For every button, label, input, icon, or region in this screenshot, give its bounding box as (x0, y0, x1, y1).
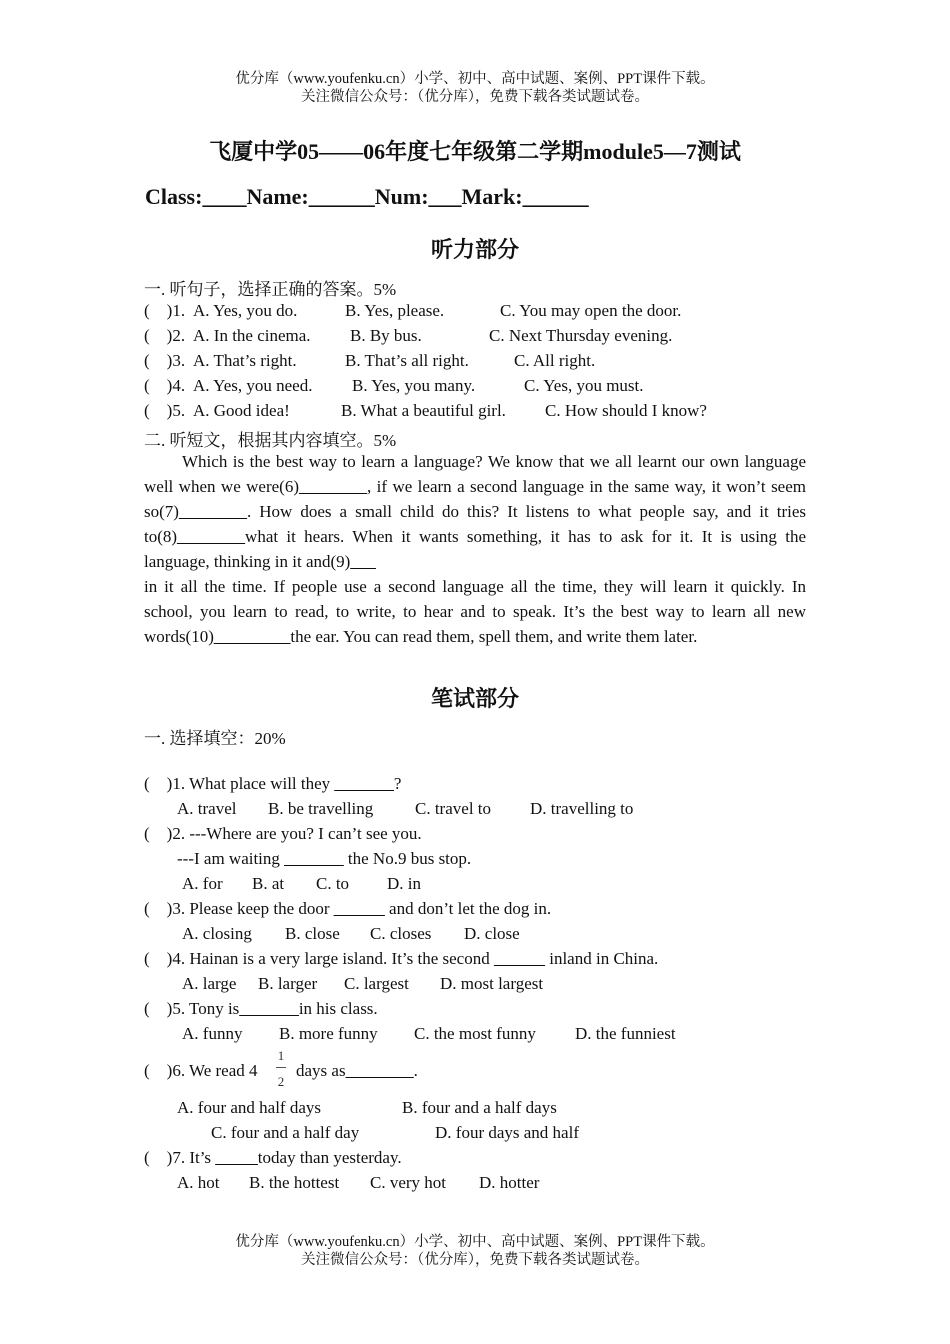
option-c: C. closes (370, 924, 432, 943)
option-d: D. hotter (479, 1173, 540, 1192)
listening-part1-title: 一. 听句子，选择正确的答案。5% (144, 280, 397, 299)
listening-passage: Which is the best way to learn a language? We know that we all learnt our own language well when we were(6)________, if we learn a second language in the same way, it won’t seem so(7)________. How does a small child do this? It listens to what people say, and it tries to(8)________what it hears. When it wants something, it has to ask for it. It is using the language, thinking in it and(9)___ in it all the time. If people use a second language all the time, they will learn it quickly. In school, you learn to read, to write, to hear and to speak. It’s the best way to learn all new words(10)_________the ear. You can read them, spell them, and write them later. (144, 452, 806, 646)
option-c: C. very hot (370, 1173, 447, 1192)
page-title: 飞厦中学05——06年度七年级第二学期module5—7测试 (209, 139, 741, 164)
fraction-numerator: 1 (277, 1048, 285, 1063)
answer-blank[interactable]: ________ (345, 1061, 414, 1080)
option-a: A. large (182, 974, 237, 993)
writing-heading: 笔试部分 (430, 686, 519, 711)
option-d: D. most largest (440, 974, 544, 993)
fraction-bar (276, 1067, 286, 1068)
blank-10[interactable]: _________ (213, 627, 291, 646)
option-c: C. largest (344, 974, 409, 993)
option-a: A. hot (177, 1173, 220, 1192)
option-d: D. travelling to (530, 799, 634, 818)
option-b: B. more funny (279, 1024, 378, 1043)
fraction-denominator: 2 (277, 1074, 285, 1089)
option-b: B. larger (258, 974, 318, 993)
student-info-line: Class:____Name:______Num:___Mark:______ (145, 184, 589, 209)
option-c: C. the most funny (414, 1024, 536, 1043)
writing-part1-title: 一. 选择填空：20% (144, 729, 286, 748)
page-header-line2: 关注微信公众号：（优分库），免费下载各类试题试卷。 (301, 89, 649, 105)
listening-part2-title: 二. 听短文，根据其内容填空。5% (144, 431, 397, 450)
blank-8[interactable]: ________ (177, 527, 246, 546)
page-header-line1: 优分库（www.youfenku.cn）小学、初中、高中试题、案例、PPT课件下载。 (235, 71, 715, 87)
page-footer-line1: 优分库（www.youfenku.cn）小学、初中、高中试题、案例、PPT课件下载。 (235, 1234, 715, 1250)
option-c: C. to (316, 874, 350, 893)
answer-blank[interactable]: _______ (334, 774, 394, 793)
answer-blank[interactable]: ______ (333, 899, 385, 918)
option-d: D. in (387, 874, 421, 893)
option-a: A. for (182, 874, 223, 893)
option-b: B. the hottest (249, 1173, 340, 1192)
option-b: B. four and a half days (402, 1098, 557, 1117)
answer-blank[interactable]: _____ (215, 1148, 258, 1167)
option-a: A. travel (177, 799, 237, 818)
option-a: A. closing (182, 924, 252, 943)
option-d: D. the funniest (575, 1024, 676, 1043)
option-c: C. four and a half day (211, 1123, 360, 1142)
answer-blank[interactable]: ______ (493, 949, 545, 968)
blank-9[interactable]: ___ (350, 552, 376, 571)
answer-blank[interactable]: _______ (239, 999, 299, 1018)
option-a: A. four and half days (177, 1098, 321, 1117)
blank-6[interactable]: ________ (299, 477, 367, 496)
listening-heading: 听力部分 (430, 237, 519, 262)
option-c: C. travel to (415, 799, 492, 818)
option-a: A. funny (182, 1024, 243, 1043)
answer-blank[interactable]: _______ (284, 849, 344, 868)
option-d: D. close (464, 924, 520, 943)
option-b: B. close (285, 924, 340, 943)
option-b: B. be travelling (268, 799, 374, 818)
option-b: B. at (252, 874, 285, 893)
option-d: D. four days and half (435, 1123, 579, 1142)
page-footer-line2: 关注微信公众号：（优分库），免费下载各类试题试卷。 (301, 1252, 649, 1268)
blank-7[interactable]: ________ (178, 502, 247, 521)
